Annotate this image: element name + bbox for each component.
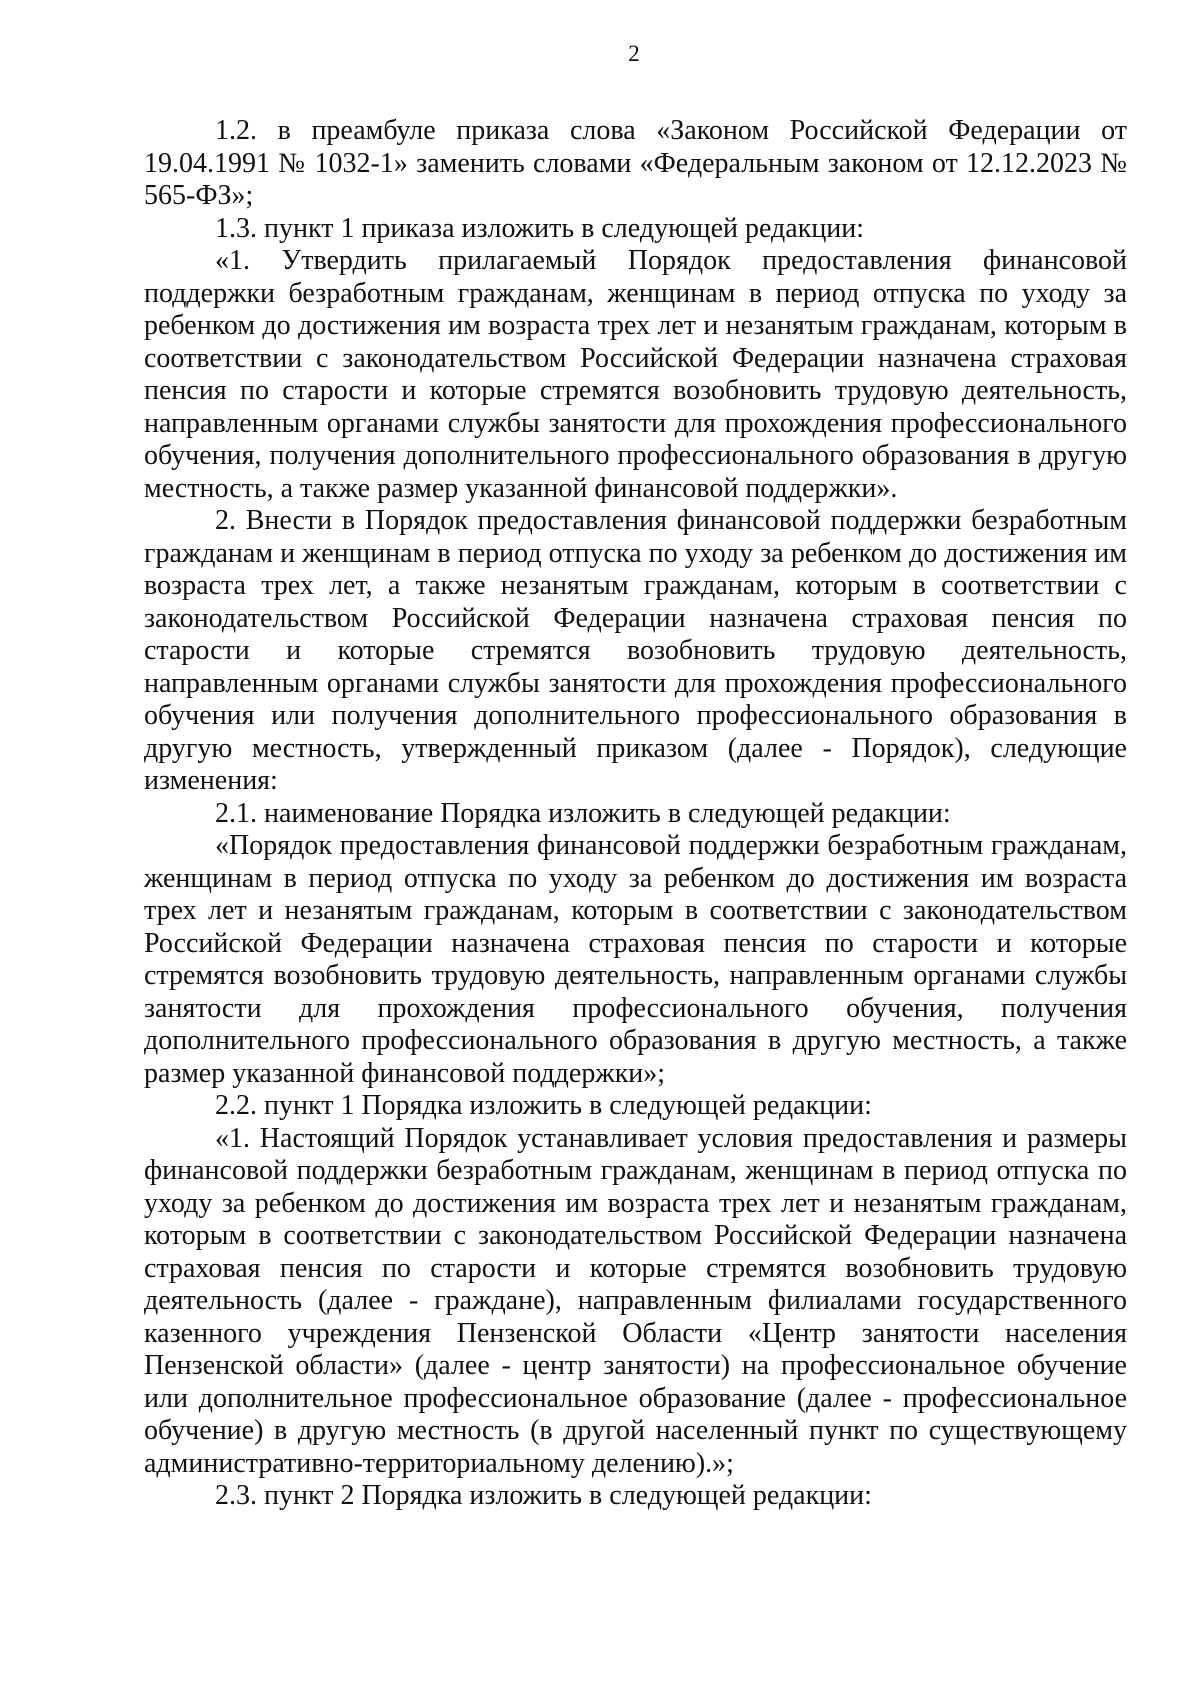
paragraph-2-2: 2.2. пункт 1 Порядка изложить в следующей редакции: [215,1090,872,1121]
paragraph-1-3-quote: «1. Утвердить прилагаемый Порядок предоставления финансовой поддержки безработным гражданам, женщинам в период отпуска по уходу за ребенком до достижения им возраста трех лет и незанятым гражданам, которым в соответствии с законодательством Российской Федерации назначена страховая пенсия по старости и которые стремятся возобновить трудовую деятельность, направленным органами службы занятости для прохождения профессионального обучения, получения дополнительного профессионального образования в другую местность, а также размер указанной финансовой поддержки». [144,245,1127,504]
page-number: 2 [628,41,640,66]
document-body [144,115,1127,1513]
paragraph-2-1: 2.1. наименование Порядка изложить в следующей редакции: [215,797,951,829]
paragraph-2: 2. Внести в Порядок предоставления финансовой поддержки безработным гражданам и женщинам в период отпуска по уходу за ребенком до достижения им возраста трех лет, а также незанятым гражданам, которым в соответствии с законодательством Российской Федерации назначена страховая пенсия по старости и которые стремятся возобновить трудовую деятельность, направленным органами службы занятости для прохождения профессионального обучения или получения дополнительного профессионального образования в другую местность, утвержденный приказом (далее - Порядок), следующие изменения: [144,505,1127,796]
paragraph-2-2-quote: «1. Настоящий Порядок устанавливает условия предоставления и размеры финансовой поддержки безработным гражданам, женщинам в период отпуска по уходу за ребенком до достижения им возраста трех лет и незанятым гражданам, которым в соответствии с законодательством Российской Федерации назначена страховая пенсия по старости и которые стремятся возобновить трудовую деятельность (далее - граждане), направленным филиалами государственного казенного учреждения Пензенской Области «Центр занятости населения Пензенской области» (далее - центр занятости) на профессиональное обучение или дополнительное профессиональное образование (далее - профессиональное обучение) в другую местность (в другой населенный пункт по существующему административно-территориальному делению).»; [144,1122,1127,1479]
paragraph-2-1-quote: «Порядок предоставления финансовой поддержки безработным гражданам, женщинам в период отпуска по уходу за ребенком до достижения им возраста трех лет и незанятым гражданам, которым в соответствии с законодательством Российской Федерации назначена страховая пенсия по старости и которые стремятся возобновить трудовую деятельность, направленным органами службы занятости для прохождения профессионального обучения, получения дополнительного профессионального образования в другую местность, а также размер указанной финансовой поддержки»; [144,830,1127,1089]
paragraph-1-2: 1.2. в преамбуле приказа слова «Законом Российской Федерации от 19.04.1991 № 1032-1» заменить словами «Федеральным законом от 12.12.2023 № 565-ФЗ»; [144,115,1127,211]
paragraph-1-3: 1.3. пункт 1 приказа изложить в следующей редакции: [215,212,865,244]
paragraph-2-3: 2.3. пункт 2 Порядка изложить в следующей редакции: [215,1480,872,1511]
